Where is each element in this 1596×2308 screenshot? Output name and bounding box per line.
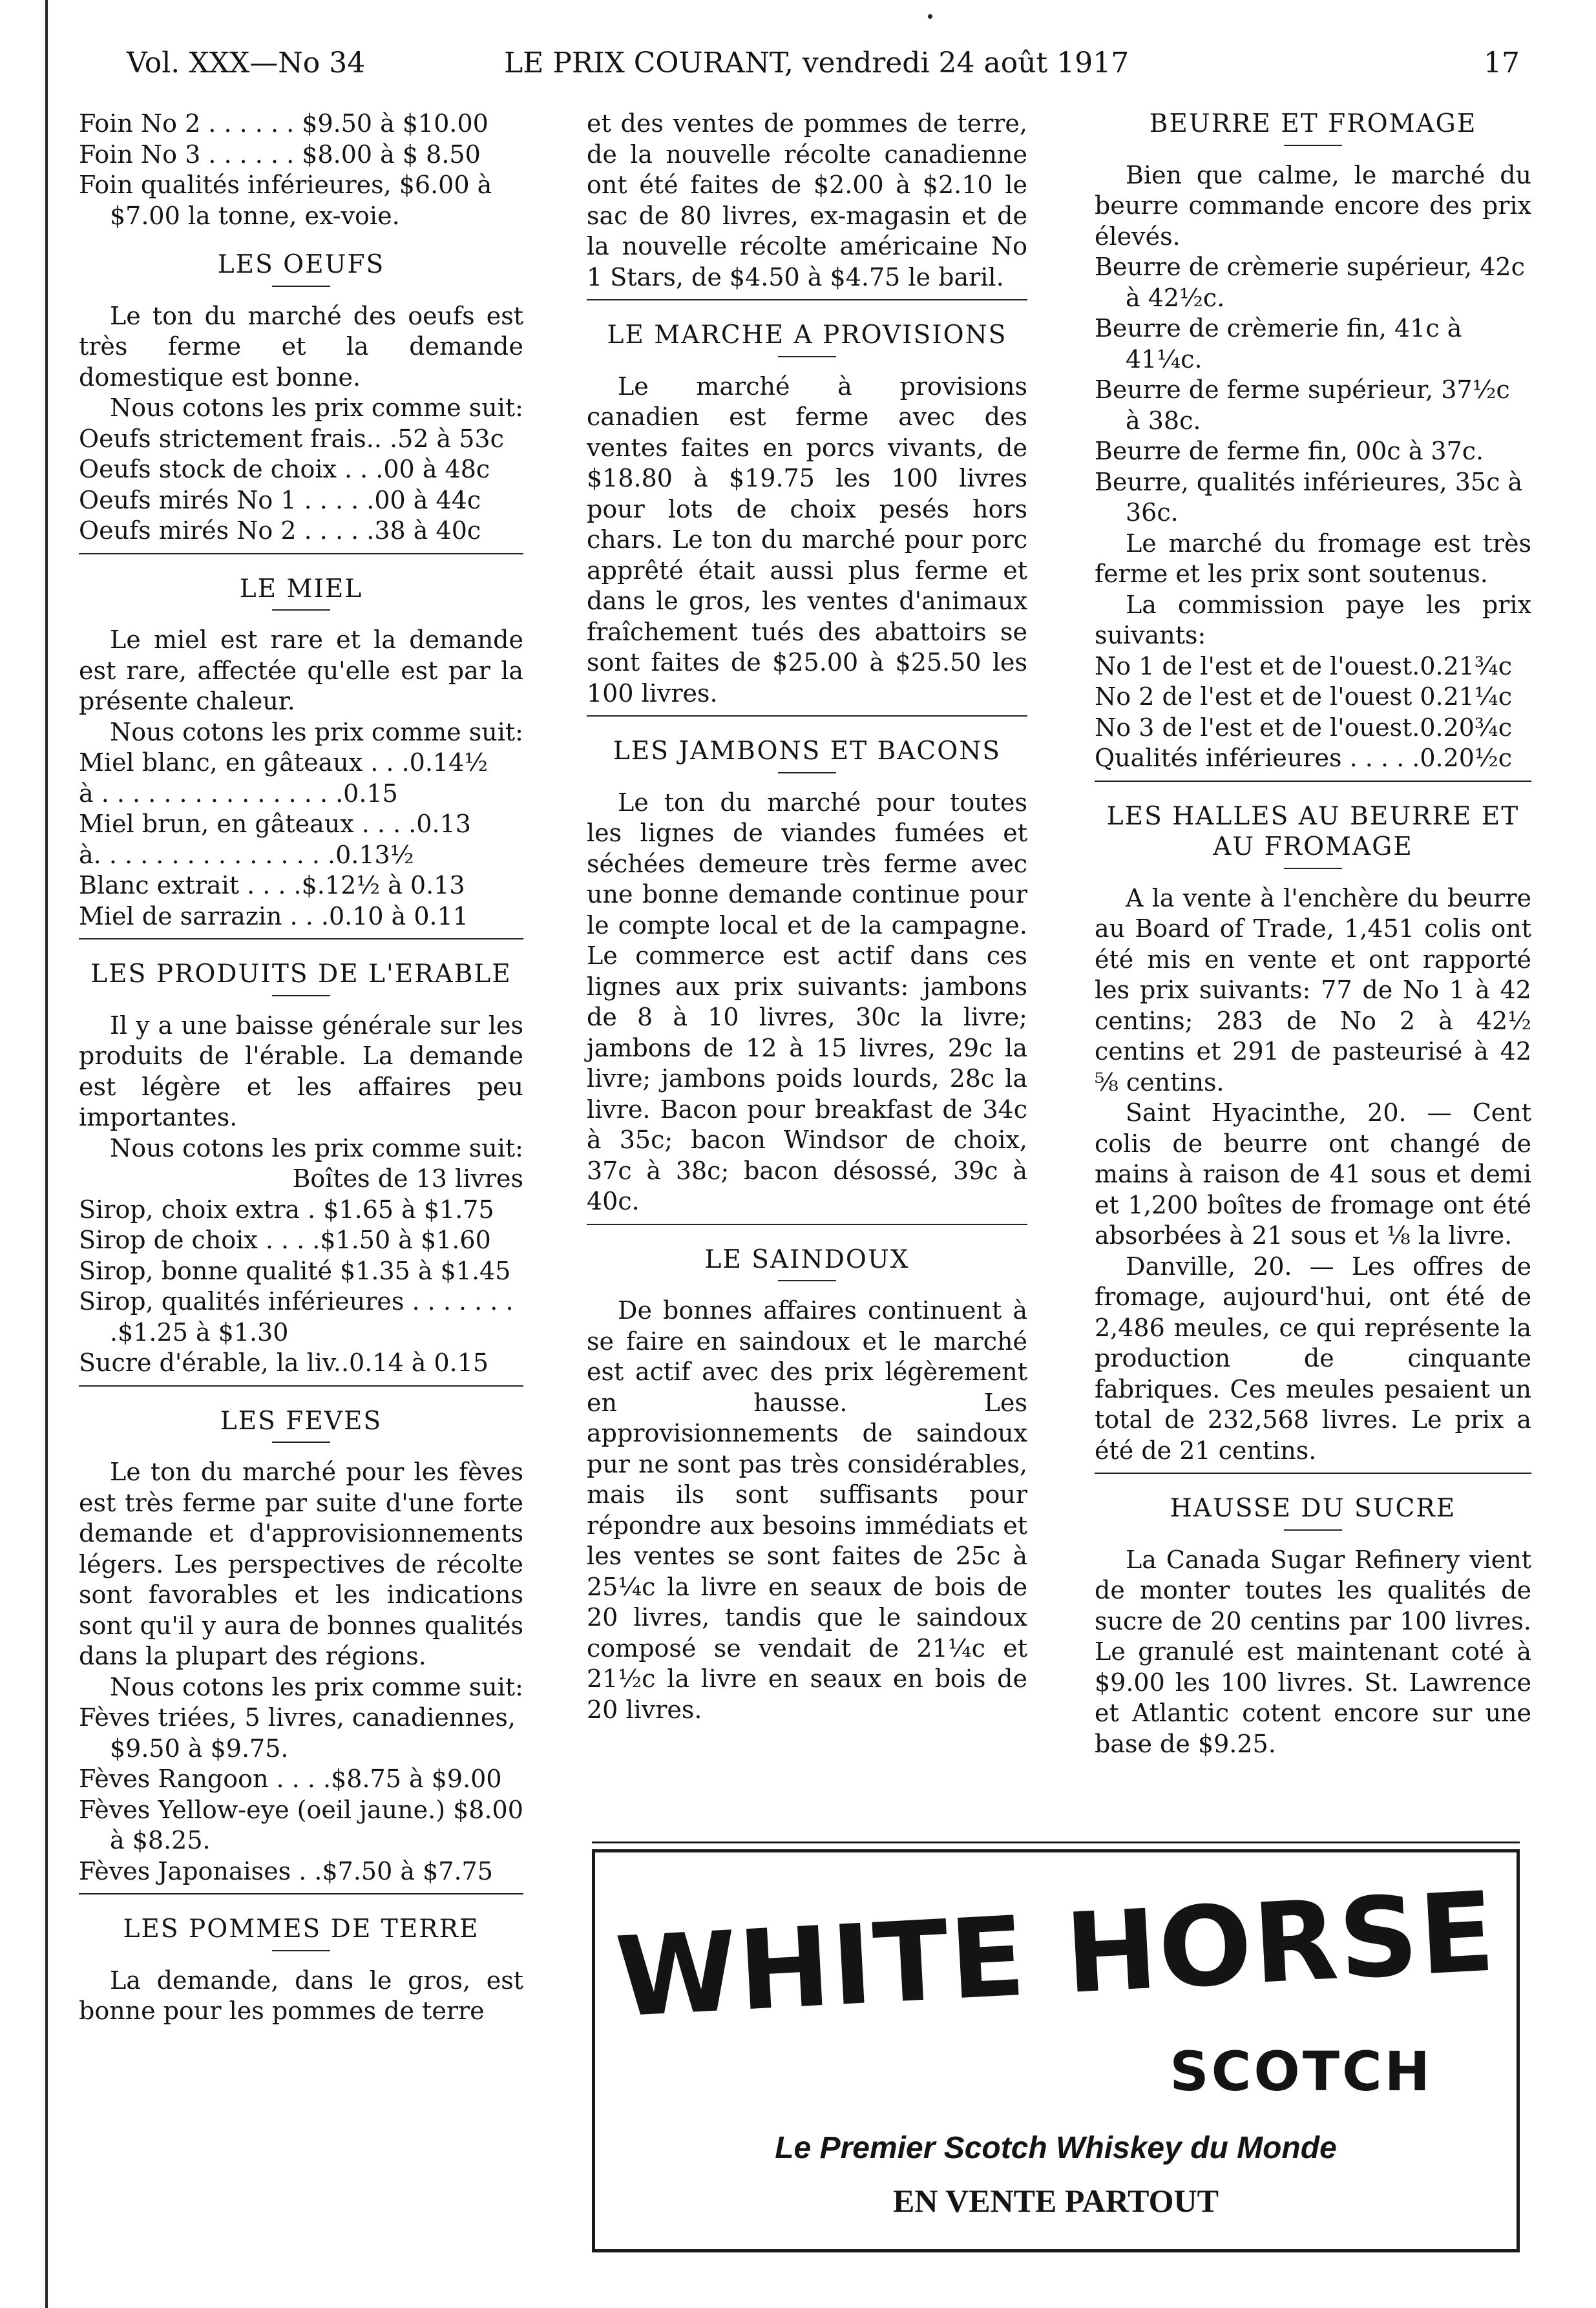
section-heading-saindoux: LE SAINDOUX [704, 1244, 910, 1274]
price-line: Sirop, qualités inférieures . . . . . . . .$1.25 à $1.30 [79, 1287, 514, 1347]
ad-tagline: Le Premier Scotch Whiskey du Monde [775, 2131, 1337, 2165]
price-line: Oeufs strictement frais.. .52 à 53c [79, 424, 504, 453]
paragraph: Le ton du marché pour les fèves est très ferme par suite d'une forte demande et d'approvisionnements légers. Les perspectives de récolte sont favorables et les indications sont qu'il y aura de bonnes qualités dans la plupart des régions. [79, 1458, 523, 1670]
paragraph: Nous cotons les prix comme suit: [110, 717, 523, 746]
newspaper-title: LE PRIX COURANT, vendredi 24 août 1917 [504, 47, 1129, 79]
section-divider [1095, 1473, 1531, 1474]
ad-scotch: SCOTCH [1170, 2040, 1433, 2103]
paragraph: La commission paye les prix suivants: [1095, 590, 1531, 649]
section-divider [587, 715, 1027, 717]
unit-label: Boîtes de 13 livres [292, 1164, 523, 1193]
paragraph: Saint Hyacinthe, 20. — Cent colis de beurre ont changé de mains à raison de 41 sous et demi et 1,200 boîtes de fromage ont été absorbées à 21 sous et ⅛ la livre. [1095, 1098, 1531, 1250]
paragraph: Le ton du marché pour toutes les lignes de viandes fumées et séchées demeure très ferme avec une bonne demande continue pour le compte local et de la campagne. Le commerce est actif dans ces lignes aux prix suivants: jambons de 8 à 10 livres, 30c la livre; jambons de 12 à 15 livres, 29c la livre; jambons poids lourds, 28c la livre. Bacon pour breakfast de 34c à 35c; bacon Windsor de choix, 37c à 38c; bacon désossé, 39c à 40c. [587, 788, 1027, 1215]
heading-rule [272, 609, 330, 611]
header-dot [928, 14, 932, 19]
price-line: Foin qualités inférieures, $6.00 à $7.00 la tonne, ex-voie. [79, 171, 492, 230]
price-line: à . . . . . . . . . . . . . . . .0.15 [79, 779, 398, 808]
column-left [79, 109, 523, 2027]
heading-rule [272, 1442, 330, 1443]
section-heading-erable: LES PRODUITS DE L'ERABLE [90, 960, 512, 989]
section-divider [587, 299, 1027, 300]
section-heading-jambons: LES JAMBONS ET BACONS [613, 737, 1002, 766]
price-line: Miel brun, en gâteaux . . . .0.13 [79, 810, 471, 838]
section-divider [79, 938, 523, 939]
heading-rule [778, 1280, 836, 1281]
price-line: Oeufs mirés No 2 . . . . .38 à 40c [79, 516, 481, 545]
price-line: Beurre de ferme fin, 00c à 37c. [1095, 437, 1484, 465]
paragraph: La demande, dans le gros, est bonne pour les pommes de terre [79, 1966, 523, 2025]
price-line: Beurre de ferme supérieur, 37½c à 38c. [1095, 375, 1510, 435]
price-line: Blanc extrait . . . .$.12½ à 0.13 [79, 871, 465, 899]
paragraph: Nous cotons les prix comme suit: [110, 393, 523, 422]
paragraph: La Canada Sugar Refinery vient de monter toutes les qualités de sucre de 20 centins par 100 livres. Le granulé est maintenant coté à $9.00 les 100 livres. St. Lawrence et Atlantic cotent encore sur une base de $9.25. [1095, 1545, 1531, 1758]
section-heading-pommes: LES POMMES DE TERRE [123, 1915, 479, 1944]
paragraph: Nous cotons les prix comme suit: [110, 1133, 523, 1162]
paragraph: Le marché du fromage est très ferme et les prix sont soutenus. [1095, 529, 1531, 588]
paragraph: Il y a une baisse générale sur les produits de l'érable. La demande est légère et les affaires peu importantes. [79, 1011, 523, 1131]
column-middle [587, 109, 1027, 1725]
paragraph: Le miel est rare et la demande est rare, affectée qu'elle est par la présente chaleur. [79, 625, 523, 715]
price-line: Foin No 2 . . . . . . $9.50 à $10.00 [79, 109, 488, 138]
page-edge-line [45, 0, 48, 2308]
heading-rule [778, 356, 836, 357]
price-line: No 2 de l'est et de l'ouest 0.21¼c [1095, 682, 1513, 711]
column-right [1095, 109, 1531, 1759]
heading-rule [1284, 868, 1342, 869]
price-line: Beurre, qualités inférieures, 35c à 36c. [1095, 467, 1523, 527]
price-line: Oeufs stock de choix . . .00 à 48c [79, 455, 490, 483]
heading-rule [272, 286, 330, 287]
section-heading-halles: LES HALLES AU BEURRE ET AU FROMAGE [1106, 801, 1520, 861]
heading-rule [272, 995, 330, 996]
price-line: Sirop, choix extra . $1.65 à $1.75 [79, 1195, 494, 1224]
paragraph: et des ventes de pommes de terre, de la nouvelle récolte canadienne ont été faites de $2.00 à $2.10 le sac de 80 livres, ex-magasin et de la nouvelle récolte américaine No 1 Stars, de $4.50 à $4.75 le baril. [587, 109, 1027, 291]
heading-rule [1284, 1529, 1342, 1531]
paragraph: De bonnes affaires continuent à se faire en saindoux et le marché est actif avec des prix légèrement en hausse. Les approvisionnements de saindoux pur ne sont pas très considérables, mais ils sont suffisants pour répondre aux besoins immédiats et les ventes se sont faites de 25c à 25¼c la livre en seaux de bois de 20 livres, tandis que le saindoux composé se vendait de 21¼c et 21½c la livre en seaux en bois de 20 livres. [587, 1296, 1027, 1724]
section-heading-provisions: LE MARCHE A PROVISIONS [607, 320, 1007, 350]
volume-number: Vol. XXX—No 34 [127, 47, 366, 79]
section-divider [587, 1224, 1027, 1225]
white-horse-advertisement [592, 1849, 1520, 2252]
paragraph: Nous cotons les prix comme suit: [110, 1672, 523, 1701]
section-divider [79, 553, 523, 554]
price-line: Sirop, bonne qualité $1.35 à $1.45 [79, 1256, 511, 1285]
paragraph: Le marché à provisions canadien est ferme avec des ventes faites en porcs vivants, de $18.80 à $19.75 les 100 livres pour lots de choix pesés hors chars. Le ton du marché pour porc apprêté était aussi plus ferme et dans le gros, les ventes d'animaux fraîchement tués des abattoirs se sont faites de $25.00 à $25.50 les 100 livres. [587, 372, 1027, 708]
price-line: Sucre d'érable, la liv..0.14 à 0.15 [79, 1348, 489, 1377]
section-divider [79, 1385, 523, 1387]
section-heading-feves: LES FEVES [220, 1406, 383, 1436]
price-line: Qualités inférieures . . . . .0.20½c [1095, 744, 1513, 772]
paragraph: A la vente à l'enchère du beurre au Board of Trade, 1,451 colis ont été mis en vente et ont rapporté les prix suivants: 77 de No 1 à 42 centins; 283 de No 2 à 42½ centins et 291 de pasteurisé à 42 ⅝ centins. [1095, 883, 1531, 1096]
paragraph: Le ton du marché des oeufs est très ferme et la demande domestique est bonne. [79, 301, 523, 392]
price-line: Fèves Yellow-eye (oeil jaune.) $8.00 à $8.25. [79, 1795, 523, 1854]
price-line: Miel de sarrazin . . .0.10 à 0.11 [79, 901, 468, 930]
ad-top-rule [592, 1841, 1520, 1843]
page-number: 17 [1484, 47, 1520, 79]
price-line: No 1 de l'est et de l'ouest.0.21¾c [1095, 651, 1513, 680]
price-line: Sirop de choix . . . .$1.50 à $1.60 [79, 1226, 491, 1254]
price-line: Miel blanc, en gâteaux . . .0.14½ [79, 748, 488, 777]
price-line: Oeufs mirés No 1 . . . . .00 à 44c [79, 485, 481, 514]
section-heading-miel: LE MIEL [239, 574, 363, 603]
heading-rule [272, 1950, 330, 1951]
paragraph: Bien que calme, le marché du beurre commande encore des prix élevés. [1095, 160, 1531, 251]
heading-rule [1284, 145, 1342, 146]
ad-brand: WHITE HORSE [613, 1868, 1499, 2042]
section-heading-sucre: HAUSSE DU SUCRE [1170, 1494, 1456, 1523]
heading-rule [778, 772, 836, 773]
price-line: Foin No 3 . . . . . . $8.00 à $ 8.50 [79, 140, 481, 169]
price-line: Fèves Japonaises . .$7.50 à $7.75 [79, 1856, 493, 1885]
page-header [0, 47, 1596, 92]
paragraph: Danville, 20. — Les offres de fromage, aujourd'hui, ont été de 2,486 meules, ce qui représente la production de cinquante fabriques. Ces meules pesaient un total de 232,568 livres. Le prix a été de 21 centins. [1095, 1252, 1531, 1465]
price-line: No 3 de l'est et de l'ouest.0.20¾c [1095, 713, 1513, 742]
ad-sale-text: EN VENTE PARTOUT [893, 2183, 1219, 2219]
section-heading-beurre: BEURRE ET FROMAGE [1149, 109, 1477, 138]
price-line: à. . . . . . . . . . . . . . . .0.13½ [79, 840, 414, 869]
section-heading-oeufs: LES OEUFS [217, 250, 385, 279]
section-divider [79, 1893, 523, 1894]
section-divider [1095, 781, 1531, 782]
price-line: Fèves Rangoon . . . .$8.75 à $9.00 [79, 1765, 502, 1793]
price-line: Fèves triées, 5 livres, canadiennes, $9.50 à $9.75. [79, 1703, 516, 1763]
price-line: Beurre de crèmerie supérieur, 42c à 42½c. [1095, 253, 1525, 312]
price-line: Beurre de crèmerie fin, 41c à 41¼c. [1095, 314, 1462, 373]
